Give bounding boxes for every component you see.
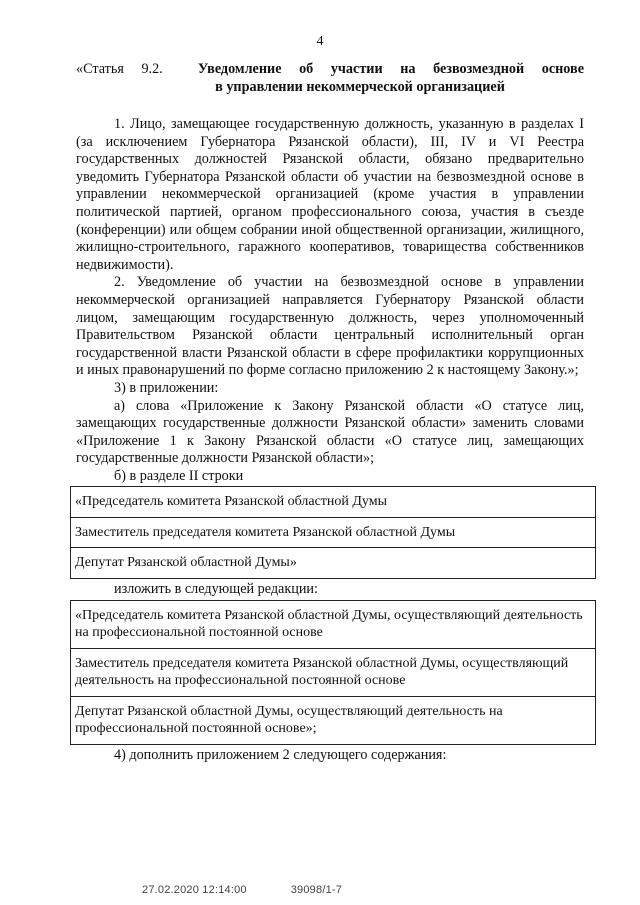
table-cell: Депутат Рязанской областной Думы, осуществляющий деятельность на профессиональной постоянной основе»; xyxy=(71,696,596,744)
article-title: Уведомление об участии на безвозмездной основе xyxy=(197,61,585,77)
footer-timestamp: 27.02.2020 12:14:00 xyxy=(142,884,247,896)
table-cell: Заместитель председателя комитета Рязанской областной Думы xyxy=(71,517,596,548)
table-row xyxy=(71,600,596,648)
article-heading-line1 xyxy=(76,60,584,78)
paragraph-3b: б) в разделе II строки xyxy=(114,467,244,484)
table-row xyxy=(71,548,596,579)
article-heading-line2: в управлении некоммерческой организацией xyxy=(215,79,505,95)
paragraph-edit: изложить в следующей редакции: xyxy=(114,580,318,597)
table-row xyxy=(71,648,596,696)
old-rows-table xyxy=(70,486,596,579)
document-body xyxy=(76,116,584,764)
paragraph-3: 3) в приложении: xyxy=(114,379,219,396)
footer-stamp xyxy=(142,884,386,896)
new-rows-table xyxy=(70,600,596,745)
article-heading xyxy=(76,60,584,96)
paragraph-1: 1. Лицо, замещающее государственную должность, указанную в разделах I (за исключением Губернатора Рязанской области), III, IV и VI Реестра государственных должностей Рязанской области, обязано предварительно уведомить Губернатора Рязанской области об участии на безвозмездной основе в управлении некоммерческой организацией (кроме участия в управлении политической партией, органом профессионального союза, участия в съезде (конференции) или общем собрании иной общественной организации, жилищного, жилищно-строительного, гаражного кооперативов, товарищества собственников недвижимости). xyxy=(76,116,584,273)
table-cell: Заместитель председателя комитета Рязанской областной Думы, осуществляющий деятельность на профессиональной постоянной основе xyxy=(71,648,596,696)
table-cell: «Председатель комитета Рязанской областной Думы xyxy=(71,487,596,518)
paragraph-2: 2. Уведомление об участии на безвозмездной основе в управлении некоммерческой организацией направляется Губернатору Рязанской области лицом, замещающим государственную должность, через уполномоченный Правительством Рязанской области центральный исполнительный орган государственной власти Рязанской области в сфере профилактики коррупционных и иных правонарушений по форме согласно приложению 2 к настоящему Закону.»; xyxy=(76,274,584,379)
article-number: «Статья 9.2. xyxy=(76,61,163,77)
paragraph-4: 4) дополнить приложением 2 следующего содержания: xyxy=(114,746,447,763)
table-row xyxy=(71,487,596,518)
table-cell: Депутат Рязанской областной Думы» xyxy=(71,548,596,579)
paragraph-3a: а) слова «Приложение к Закону Рязанской области «О статусе лиц, замещающих государственные должности Рязанской области» заменить словами «Приложение 1 к Закону Рязанской области «О статусе лиц, замещающих государственные должности Рязанской области»; xyxy=(76,397,584,467)
table-cell: «Председатель комитета Рязанской областной Думы, осуществляющий деятельность на профессиональной постоянной основе xyxy=(71,600,596,648)
footer-doc-id: 39098/1-7 xyxy=(290,884,343,896)
table-row xyxy=(71,517,596,548)
table-row xyxy=(71,696,596,744)
page-number: 4 xyxy=(316,34,324,49)
